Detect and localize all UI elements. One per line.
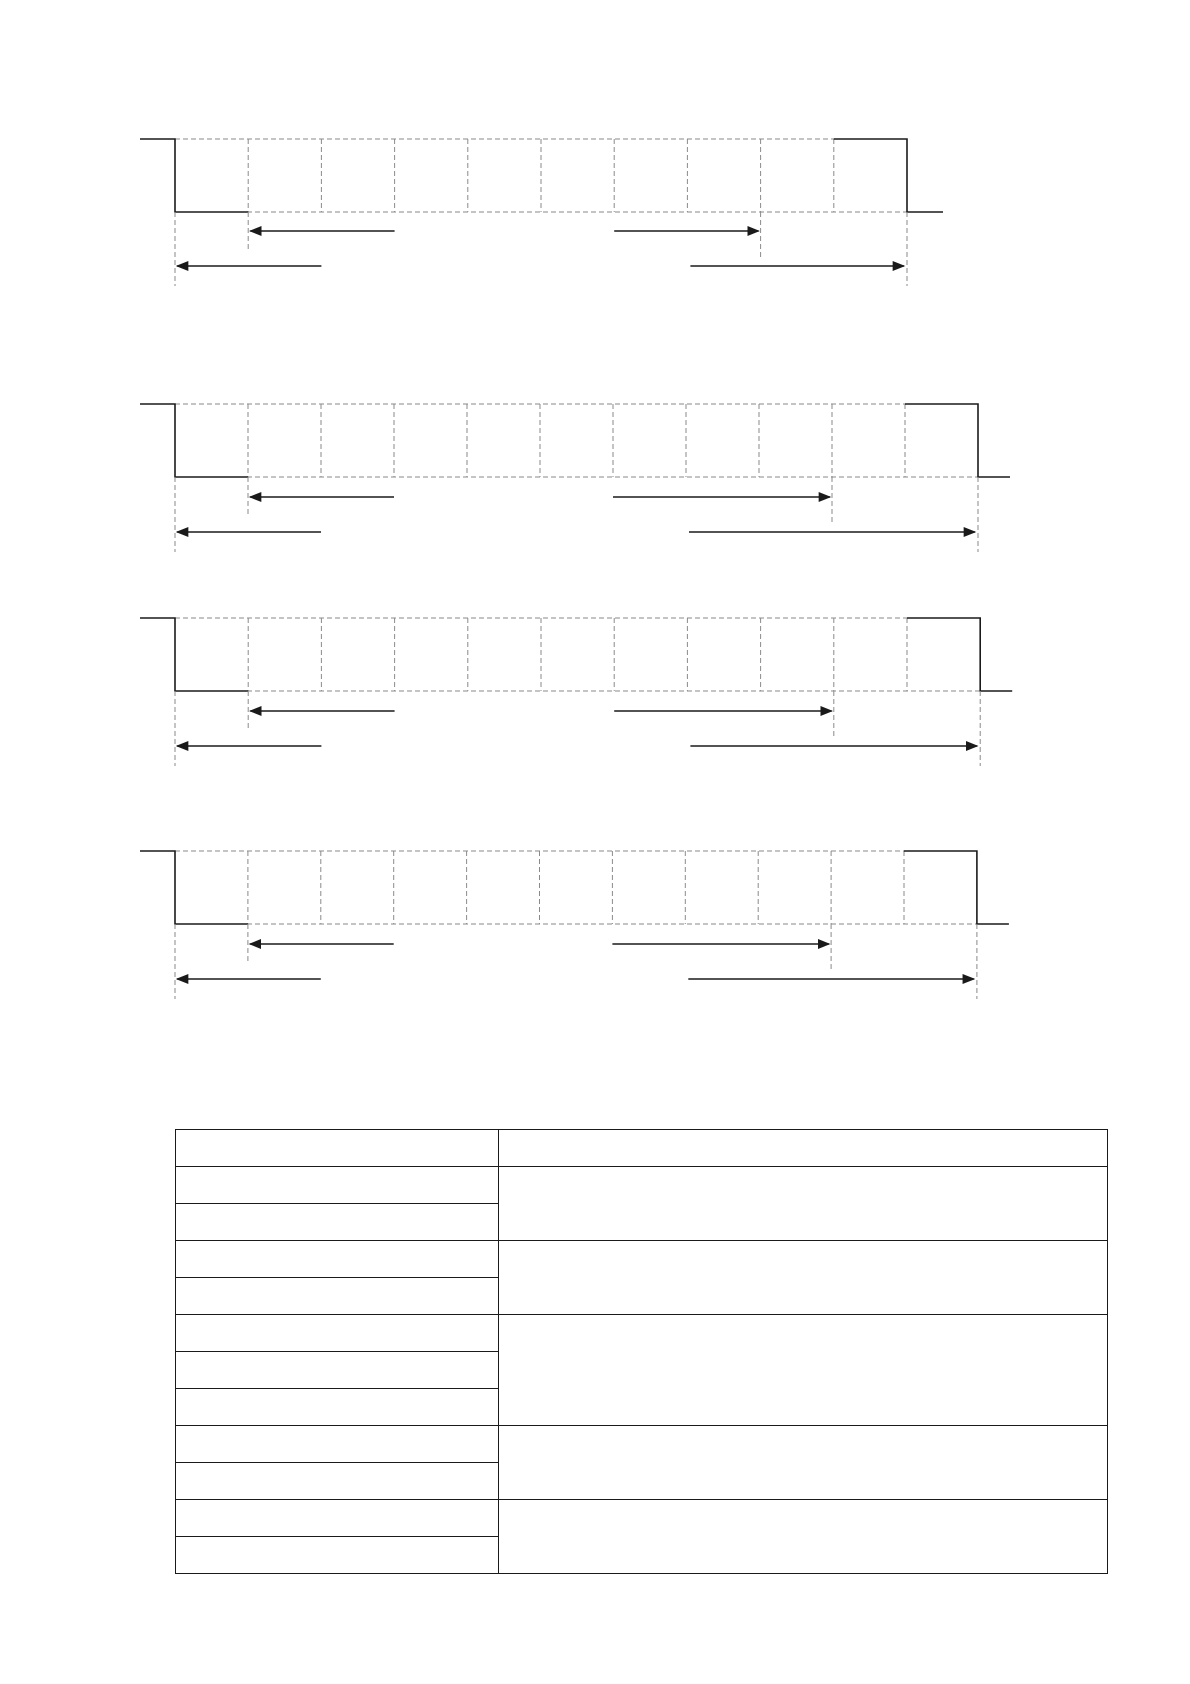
table-cell-right [499, 1315, 1108, 1426]
timing-diagram-1 [140, 139, 943, 286]
signal-waveform [140, 404, 1010, 477]
table-row [176, 1241, 1108, 1278]
table-cell-left [176, 1315, 499, 1352]
table-cell-right [499, 1500, 1108, 1574]
table-cell-left [176, 1352, 499, 1389]
table-cell-right [499, 1426, 1108, 1500]
table-cell-left [176, 1241, 499, 1278]
table-row [176, 1500, 1108, 1537]
signal-table [175, 1129, 1108, 1574]
table-cell-left [176, 1463, 499, 1500]
signal-waveform [140, 851, 1009, 924]
table-cell-left [176, 1130, 499, 1167]
table-cell-right [499, 1130, 1108, 1167]
table-row [176, 1167, 1108, 1204]
table-cell-left [176, 1204, 499, 1241]
table-row [176, 1426, 1108, 1463]
table-cell-right [499, 1241, 1108, 1315]
timing-diagram-2 [140, 404, 1010, 552]
table-row [176, 1315, 1108, 1352]
signal-waveform [140, 618, 1012, 691]
timing-diagram-4 [140, 851, 1009, 999]
table-cell-left [176, 1537, 499, 1574]
table-row [176, 1130, 1108, 1167]
table-cell-left [176, 1167, 499, 1204]
timing-diagram-3 [140, 618, 1012, 766]
table-cell-left [176, 1500, 499, 1537]
table-cell-left [176, 1278, 499, 1315]
table-cell-right [499, 1167, 1108, 1241]
table-cell-left [176, 1389, 499, 1426]
table-cell-left [176, 1426, 499, 1463]
